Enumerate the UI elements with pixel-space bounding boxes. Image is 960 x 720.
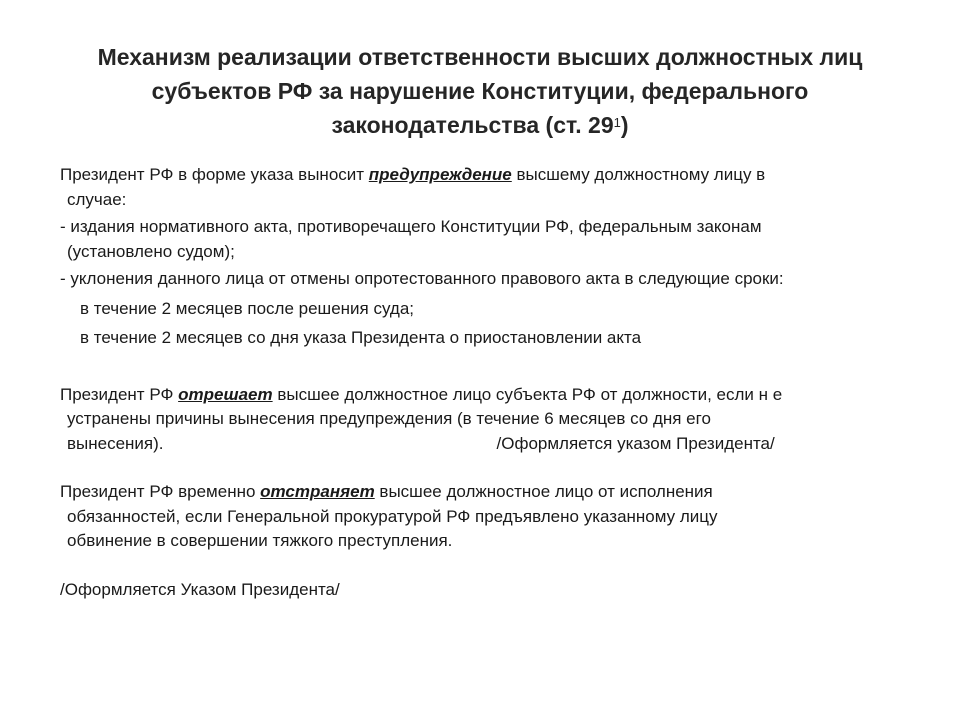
paragraph-warning — [60, 163, 900, 212]
title-line-3 — [40, 108, 920, 142]
warning-post: высшему должностному лицу в — [511, 165, 766, 184]
suspension-line2: обязанностей, если Генеральной прокуратурой РФ предъявлено указанному лицу — [67, 506, 718, 526]
slide-title — [40, 40, 920, 142]
removal-line2: устранены причины вынесения предупреждения (в течение 6 месяцев со дня его — [67, 409, 711, 428]
title-line-3-text: законодательства (ст. 29 — [331, 112, 614, 138]
item1-line2: (установлено судом); — [67, 241, 235, 261]
item1-line1: - издания нормативного акта, противоречащего Конституции РФ, федеральным законам — [60, 217, 762, 236]
footer-note: /Оформляется Указом Президента/ — [60, 579, 340, 599]
paragraph-suspension — [60, 480, 900, 554]
title-line-1: Механизм реализации ответственности высших должностных лиц — [97, 44, 863, 70]
removal-keyword: отрешает — [178, 384, 273, 404]
suspension-keyword: отстраняет — [260, 482, 375, 501]
suspension-line3: обвинение в совершении тяжкого преступления. — [67, 531, 453, 550]
removal-note: /Оформляется указом Президента/ — [496, 433, 775, 453]
list-item-normative-act — [60, 215, 900, 264]
title-superscript: 1 — [613, 115, 621, 130]
warning-keyword: предупреждение — [368, 165, 512, 184]
removal-post: высшее должностное лицо субъекта РФ от должности, если н е — [272, 384, 783, 404]
removal-line3: вынесения). — [67, 433, 164, 453]
slide-body — [60, 163, 900, 602]
suspension-post: высшее должностное лицо от исполнения — [374, 482, 713, 501]
list-item-evasion: - уклонения данного лица от отмены опротестованного правового акта в следующие сроки: — [60, 269, 784, 288]
removal-pre: Президент РФ — [60, 384, 179, 404]
term-court-decision: в течение 2 месяцев после решения суда; — [80, 298, 414, 318]
warning-pre: Президент РФ в форме указа выносит — [60, 165, 369, 184]
term-president-decree: в течение 2 месяцев со дня указа Президента о приостановлении акта — [80, 328, 642, 347]
suspension-pre: Президент РФ временно — [60, 482, 261, 501]
title-line-2: субъектов РФ за нарушение Конституции, федерального — [151, 78, 809, 104]
paragraph-removal — [60, 383, 900, 457]
title-close-paren: ) — [620, 112, 629, 138]
warning-cont: случае: — [67, 189, 127, 209]
